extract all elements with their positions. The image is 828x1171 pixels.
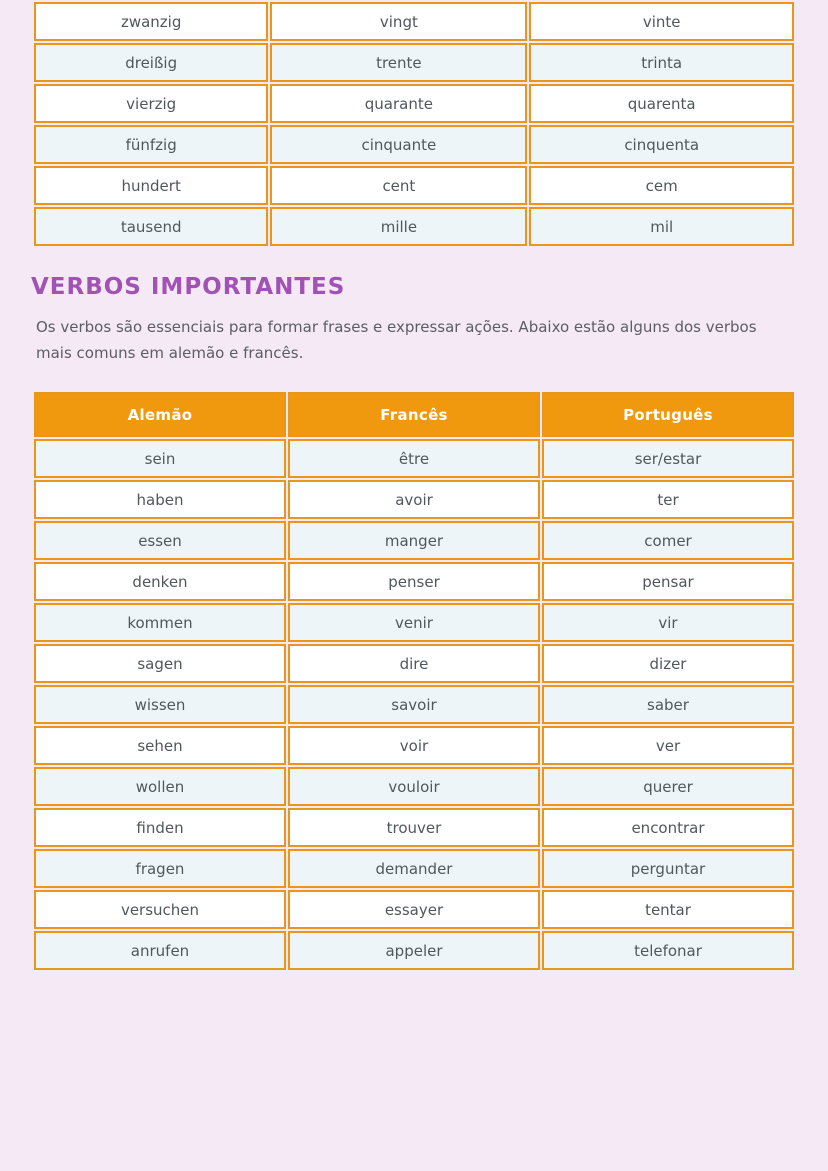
verbs-row (34, 890, 794, 929)
cell-french: essayer (288, 890, 540, 929)
cell-portuguese: ver (542, 726, 794, 765)
numbers-table (32, 0, 796, 248)
verbs-header-row (34, 392, 794, 437)
cell-french: être (288, 439, 540, 478)
cell-portuguese: mil (529, 207, 794, 246)
cell-german: wissen (34, 685, 286, 724)
verbs-row (34, 521, 794, 560)
cell-french: vouloir (288, 767, 540, 806)
verbs-row (34, 685, 794, 724)
cell-portuguese: querer (542, 767, 794, 806)
section-intro: Os verbos são essenciais para formar frases e expressar ações. Abaixo estão alguns dos verbos mais comuns em alemão e francês. (36, 318, 757, 362)
cell-french: appeler (288, 931, 540, 970)
numbers-row (34, 2, 794, 41)
cell-french: demander (288, 849, 540, 888)
verbs-row (34, 480, 794, 519)
cell-french: venir (288, 603, 540, 642)
cell-french: savoir (288, 685, 540, 724)
cell-german: vierzig (34, 84, 268, 123)
verbs-row (34, 808, 794, 847)
cell-german: essen (34, 521, 286, 560)
cell-portuguese: saber (542, 685, 794, 724)
cell-french: avoir (288, 480, 540, 519)
cell-french: voir (288, 726, 540, 765)
cell-german: wollen (34, 767, 286, 806)
cell-portuguese: ter (542, 480, 794, 519)
verbs-row (34, 726, 794, 765)
cell-german: fünfzig (34, 125, 268, 164)
cell-french: manger (288, 521, 540, 560)
numbers-row (34, 125, 794, 164)
verbs-table (32, 390, 796, 972)
section-title: VERBOS IMPORTANTES (31, 274, 346, 300)
cell-german: sein (34, 439, 286, 478)
cell-french: vingt (270, 2, 527, 41)
cell-german: tausend (34, 207, 268, 246)
cell-french: mille (270, 207, 527, 246)
verbs-row (34, 644, 794, 683)
cell-german: hundert (34, 166, 268, 205)
cell-german: sagen (34, 644, 286, 683)
numbers-row (34, 84, 794, 123)
verbs-row (34, 849, 794, 888)
cell-german: zwanzig (34, 2, 268, 41)
cell-french: trouver (288, 808, 540, 847)
cell-german: denken (34, 562, 286, 601)
verbs-row (34, 767, 794, 806)
cell-german: dreißig (34, 43, 268, 82)
header-french: Francês (288, 392, 540, 437)
verbs-row (34, 603, 794, 642)
cell-french: trente (270, 43, 527, 82)
cell-portuguese: vir (542, 603, 794, 642)
cell-french: quarante (270, 84, 527, 123)
cell-german: haben (34, 480, 286, 519)
cell-german: finden (34, 808, 286, 847)
verbs-row (34, 931, 794, 970)
header-portuguese: Português (542, 392, 794, 437)
cell-portuguese: cinquenta (529, 125, 794, 164)
cell-german: versuchen (34, 890, 286, 929)
numbers-row (34, 43, 794, 82)
numbers-row (34, 207, 794, 246)
cell-german: kommen (34, 603, 286, 642)
cell-portuguese: trinta (529, 43, 794, 82)
cell-portuguese: comer (542, 521, 794, 560)
cell-portuguese: cem (529, 166, 794, 205)
cell-portuguese: telefonar (542, 931, 794, 970)
cell-portuguese: tentar (542, 890, 794, 929)
cell-french: cent (270, 166, 527, 205)
verbs-row (34, 562, 794, 601)
cell-portuguese: vinte (529, 2, 794, 41)
cell-portuguese: encontrar (542, 808, 794, 847)
cell-portuguese: perguntar (542, 849, 794, 888)
cell-french: cinquante (270, 125, 527, 164)
cell-german: anrufen (34, 931, 286, 970)
cell-german: fragen (34, 849, 286, 888)
cell-portuguese: ser/estar (542, 439, 794, 478)
verbs-row (34, 439, 794, 478)
numbers-row (34, 166, 794, 205)
header-german: Alemão (34, 392, 286, 437)
cell-french: dire (288, 644, 540, 683)
cell-german: sehen (34, 726, 286, 765)
cell-portuguese: dizer (542, 644, 794, 683)
cell-portuguese: quarenta (529, 84, 794, 123)
cell-french: penser (288, 562, 540, 601)
cell-portuguese: pensar (542, 562, 794, 601)
